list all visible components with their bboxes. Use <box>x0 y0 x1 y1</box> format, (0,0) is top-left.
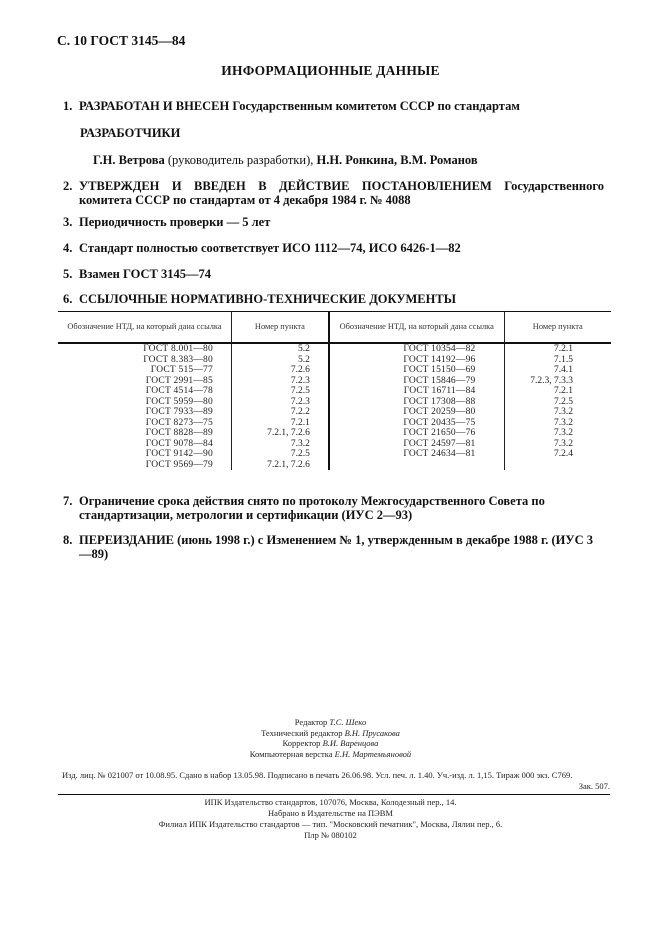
item-text: Ограничение срока действия снято по протоколу Межгосударственного Совета по стандартизации, метрологии и сертификации (ИУС 2—93) <box>79 494 545 522</box>
table-cell-document: ГОСТ 7933—89 <box>145 407 213 417</box>
credit-name: В.Н. Прусакова <box>344 727 400 738</box>
publisher-line: Плр № 080102 <box>304 830 357 840</box>
table-cell-document: ГОСТ 17308—88 <box>403 396 476 407</box>
imprint <box>62 770 610 792</box>
table-cell-document: ГОСТ 15846—79 <box>403 375 476 386</box>
credit-line <box>0 738 661 749</box>
imprint-line: Изд. лиц. № 021007 от 10.08.95. Сдано в набор 13.05.98. Подписано в печать 26.06.98. Усл. печ. л. 1.40. Уч.-изд. л. 1,15. Тираж 000 экз. С769. <box>62 770 573 780</box>
table-cell-clause: 7.3.2 <box>554 417 573 428</box>
table-cell-document: ГОСТ 515—77 <box>150 365 213 375</box>
column-header-clause: Номер пункта <box>231 312 328 344</box>
table-cell-clause: 7.2.1 <box>554 344 573 354</box>
credit-name: Т.С. Шеко <box>329 717 367 727</box>
item-text: Периодичность проверки — 5 лет <box>79 215 271 229</box>
credit-line <box>0 717 661 728</box>
table-cell-document: ГОСТ 15150—69 <box>403 365 476 375</box>
table-cell-clause: 7.2.6 <box>290 365 310 375</box>
right-document-column <box>329 343 504 470</box>
credit-role: Редактор <box>294 717 328 727</box>
editorial-credits <box>0 717 661 759</box>
item-number: 3. <box>63 215 73 229</box>
table-cell-document: ГОСТ 9078—84 <box>145 438 213 449</box>
item-number: 6. <box>63 292 73 306</box>
info-item-4 <box>64 241 604 255</box>
table-cell-document: ГОСТ 4514—78 <box>145 386 213 396</box>
credit-line <box>0 749 661 760</box>
table-cell-clause: 7.2.1 <box>554 386 573 396</box>
table-cell-clause: 7.2.5 <box>290 449 310 459</box>
reference-documents-table <box>58 311 611 470</box>
item-text: УТВЕРЖДЕН И ВВЕДЕН В ДЕЙСТВИЕ ПОСТАНОВЛЕНИЕМ Государственного комитета СССР по стандартам от 4 декабря 1984 г. № 4088 <box>79 179 604 207</box>
table-cell-clause: 5.2 <box>297 354 310 365</box>
document-title: ИНФОРМАЦИОННЫЕ ДАННЫЕ <box>221 63 440 78</box>
item-number: 2. <box>63 179 73 193</box>
credit-role: Корректор <box>282 738 321 748</box>
credit-line <box>0 728 661 739</box>
table-cell-clause: 7.3.2 <box>554 428 573 438</box>
publisher-line: Набрано в Издательстве на ПЭВМ <box>268 808 393 818</box>
info-item-6 <box>64 292 604 306</box>
item-text: Взамен ГОСТ 3145—74 <box>79 267 212 281</box>
item-text: Стандарт полностью соответствует ИСО 1112—74, ИСО 6426-1—82 <box>79 241 461 255</box>
table-cell-document: ГОСТ 24634—81 <box>403 449 476 459</box>
item-text: ПЕРЕИЗДАНИЕ (июнь 1998 г.) с Изменением № 1, утвержденным в декабре 1988 г. (ИУС 3—89) <box>79 533 593 561</box>
info-item-7 <box>64 494 604 522</box>
right-clause-column <box>504 343 611 470</box>
table-cell-clause: 7.2.3, 7.3.3 <box>530 375 573 386</box>
table-cell-document: ГОСТ 20435—75 <box>403 417 476 428</box>
item-number: 1. <box>63 99 73 113</box>
developer-name: Г.Н. Ветрова <box>93 153 165 167</box>
info-item-1 <box>64 99 604 113</box>
credit-role: Компьютерная верстка <box>249 748 333 759</box>
item-text: ССЫЛОЧНЫЕ НОРМАТИВНО-ТЕХНИЧЕСКИЕ ДОКУМЕНТЫ <box>79 292 456 306</box>
table-cell-document: ГОСТ 20259—80 <box>403 407 476 417</box>
table-header-row <box>58 312 611 344</box>
table-cell-document: ГОСТ 8273—75 <box>145 417 213 428</box>
divider <box>58 794 610 795</box>
page-header: С. 10 ГОСТ 3145—84 <box>57 33 186 48</box>
item-number: 4. <box>63 241 73 255</box>
table-cell-document: ГОСТ 21650—76 <box>403 428 476 438</box>
table-cell-document: ГОСТ 2991—85 <box>145 375 213 386</box>
developer-name: В.М. Романов <box>400 153 478 167</box>
table-cell-document: ГОСТ 8.001—80 <box>143 344 213 354</box>
item-number: 8. <box>63 533 73 547</box>
table-cell-clause: 7.2.2 <box>290 407 310 417</box>
developers-list <box>93 153 478 168</box>
table-cell-document: ГОСТ 9569—79 <box>145 459 213 470</box>
info-item-8 <box>64 533 604 561</box>
left-clause-column <box>231 343 328 470</box>
table-cell-clause: 7.4.1 <box>554 365 573 375</box>
table-cell-clause: 7.3.2 <box>554 438 573 449</box>
item-number: 7. <box>63 494 73 508</box>
publisher-line: Филиал ИПК Издательство стандартов — тип. "Московский печатник", Москва, Лялин пер., 6. <box>158 819 503 829</box>
table-cell-document: ГОСТ 5959—80 <box>145 396 213 407</box>
table-cell-clause: 7.2.1, 7.2.6 <box>267 428 310 438</box>
table-cell-document: ГОСТ 24597—81 <box>403 438 476 449</box>
table-cell-clause: 7.3.2 <box>290 438 310 449</box>
table-cell-clause: 7.2.3 <box>290 396 310 407</box>
credit-name: Е.Н. Мартемьяновой <box>334 748 412 759</box>
table-cell-document: ГОСТ 8828—89 <box>145 428 213 438</box>
credit-role: Технический редактор <box>261 727 343 738</box>
developer-name: Н.Н. Ронкина, <box>316 153 398 167</box>
publisher-info <box>0 797 661 841</box>
developer-role: (руководитель разработки), <box>167 153 314 167</box>
table-cell-clause: 7.2.1 <box>290 417 310 428</box>
table-body-row <box>58 343 611 470</box>
column-header-clause: Номер пункта <box>504 312 611 344</box>
table-cell-clause: 7.2.4 <box>554 449 573 459</box>
info-item-3 <box>64 215 604 229</box>
table-cell-clause: 7.1.5 <box>554 354 573 365</box>
table-cell-document: ГОСТ 16711—84 <box>403 386 476 396</box>
table-cell-clause: 7.2.3 <box>290 375 310 386</box>
table-cell-document: ГОСТ 10354—82 <box>403 344 476 354</box>
info-item-5 <box>64 267 604 281</box>
item-text: РАЗРАБОТАН И ВНЕСЕН Государственным комитетом СССР по стандартам <box>79 99 520 113</box>
table-cell-clause: 5.2 <box>297 344 310 354</box>
imprint-line: Зак. 507. <box>578 781 610 791</box>
info-item-2 <box>64 179 604 207</box>
column-header-document: Обозначение НТД, на который дана ссылка <box>329 312 504 344</box>
developers-label: РАЗРАБОТЧИКИ <box>80 126 181 140</box>
table-cell-document: ГОСТ 8.383—80 <box>143 354 213 365</box>
table-cell-clause: 7.2.5 <box>554 396 573 407</box>
item-number: 5. <box>63 267 73 281</box>
column-header-document: Обозначение НТД, на который дана ссылка <box>58 312 231 344</box>
table-cell-clause: 7.3.2 <box>554 407 573 417</box>
left-document-column <box>58 343 231 470</box>
table-cell-document: ГОСТ 14192—96 <box>403 354 476 365</box>
table-cell-clause: 7.2.5 <box>290 386 310 396</box>
table-cell-clause: 7.2.1, 7.2.6 <box>267 459 310 470</box>
credit-name: В.И. Варенцова <box>322 738 379 748</box>
publisher-line: ИПК Издательство стандартов, 107076, Москва, Колодезный пер., 14. <box>204 797 457 807</box>
table-cell-document: ГОСТ 9142—90 <box>145 449 213 459</box>
